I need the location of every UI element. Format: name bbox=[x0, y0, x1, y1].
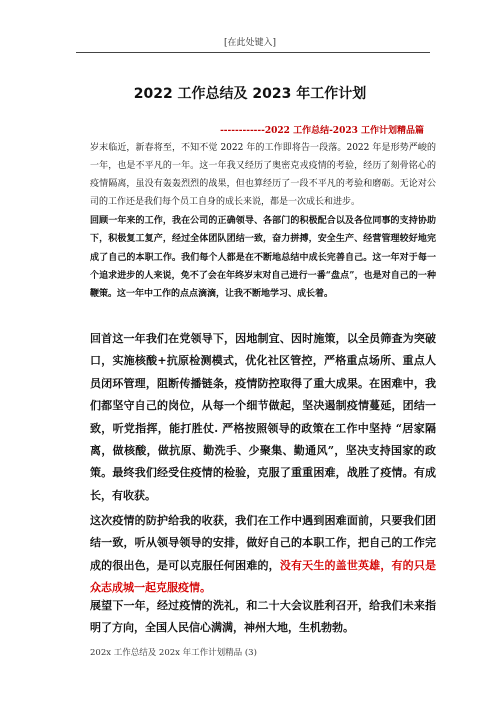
paragraph-outlook: 展望下一年，经过疫情的洗礼，和二十大会议胜利召开，给我们未来指明了方向，全国人民信心满满，神州大地，生机勃勃。 bbox=[90, 599, 436, 635]
document-subtitle: ------------2022 工作总结-2023 工作计划精品篇 bbox=[220, 126, 424, 136]
document-title: 2022 工作总结及 2023 年工作计划 bbox=[133, 86, 367, 102]
paragraph-lessons-text: 这次疫情的防护给我的收获，我们在工作中遇到困难面前，只要我们团结一致，听从领导领导的安排，做好自己的本职工作，把自己的工作完成的很出色，是可以克服任何困难的， bbox=[90, 514, 436, 572]
footer-text: 202x 工作总结及 202x 年工作计划精品 (3) bbox=[90, 648, 257, 658]
paragraph-pandemic: 回首这一年我们在党领导下，因地制宜、因时施策，以全员筛查为突破口，实施核酸+抗原检测模式，优化社区管控，严格重点场所、重点人员闭环管理，阻断传播链条，疫情防控取得了重大成果。在困难中，我们都坚守自己的岗位，从每一个细节做起，坚决遏制疫情蔓延，团结一致，听党指挥，能打胜仗. 严格按照领导的政策在工作中坚持 “居家隔离，做核酸，做抗原、勤洗手、少聚集、勤通风”，坚决支持国家的政策。最终我们经受住疫情的检验，克服了重重困难，战胜了疫情。有成长，有收获。 bbox=[90, 332, 436, 502]
paragraph-review: 回顾一年来的工作，我在公司的正确领导、各部门的积极配合以及各位同事的支持协助下，积极复工复产，经过全体团队团结一致，奋力拼搏，安全生产、经营管理较好地完成了自己的本职工作。我们每个人都是在不断地总结中成长完善自己。这一年对于每一个追求进步的人来说，免不了会在年终岁末对自己进行一番“盘点”，也是对自己的一种鞭策。这一年中工作的点点滴滴，让我不断地学习、成长着。 bbox=[90, 216, 436, 300]
paragraph-intro: 岁末临近，新春将至，不知不觉 2022 年的工作即将告一段落。2022 年是形势严峻的一年，也是不平凡的一年。这一年我又经历了奥密克戎疫情的考验，经历了刻骨铭心的疫情隔离，虽没有轰轰烈烈的战果，但也算经历了一段不平凡的考验和磨砺。无论对公司的工作还是我们每个员工自身的成长来说，都是一次成长和进步。 bbox=[90, 143, 436, 207]
paragraph-lessons bbox=[90, 510, 436, 600]
header-placeholder: [在此处键入] bbox=[223, 38, 277, 48]
header-rule bbox=[76, 52, 430, 53]
highlight-text: 没有天生的盖世英雄，有的只是众志成城一起克服疫情。 bbox=[90, 558, 437, 595]
